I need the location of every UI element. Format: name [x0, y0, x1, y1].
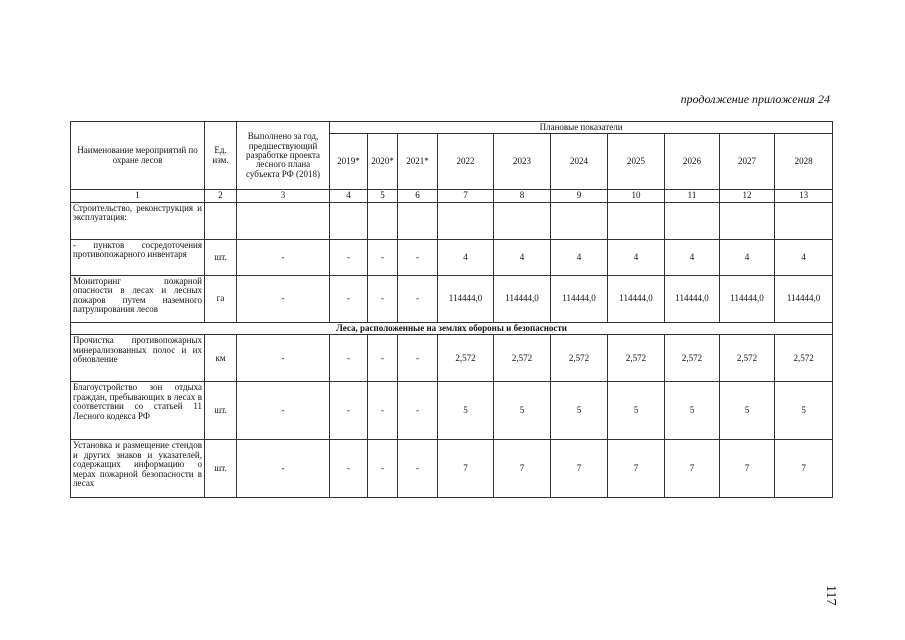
plan-value: -: [398, 239, 438, 275]
column-index: 10: [608, 190, 665, 202]
plan-value: -: [368, 239, 398, 275]
plan-value: [665, 202, 720, 239]
plan-value: 2,572: [494, 335, 551, 382]
activity-name: Строительство, реконструкция и эксплуатация:: [71, 202, 205, 239]
plan-value: -: [368, 275, 398, 322]
header-year: 2028: [775, 134, 833, 190]
table-header: [71, 122, 833, 190]
plan-value: 4: [551, 239, 608, 275]
table-row: [71, 275, 833, 322]
done-value: -: [237, 440, 330, 498]
appendix-caption: продолжение приложения 24: [680, 92, 830, 106]
header-year: 2026: [665, 134, 720, 190]
done-value: -: [237, 382, 330, 440]
column-index: 8: [494, 190, 551, 202]
plan-value: 5: [438, 382, 494, 440]
plan-value: -: [398, 440, 438, 498]
plan-value: 4: [438, 239, 494, 275]
plan-value: 7: [494, 440, 551, 498]
column-index: 13: [775, 190, 833, 202]
plan-value: 7: [665, 440, 720, 498]
plan-value: 2,572: [720, 335, 775, 382]
column-index: 6: [398, 190, 438, 202]
header-plan-group: Плановые показатели: [330, 122, 833, 134]
plan-value: 7: [608, 440, 665, 498]
plan-value: 114444,0: [775, 275, 833, 322]
plan-value: -: [368, 440, 398, 498]
header-year: 2019*: [330, 134, 368, 190]
activity-name: Мониторинг пожарной опасности в лесах и лесных пожаров путем наземного патрулирования лесов: [71, 275, 205, 322]
page-number: 117: [823, 585, 838, 606]
done-value: -: [237, 239, 330, 275]
plan-value: 5: [608, 382, 665, 440]
plan-value: -: [330, 239, 368, 275]
done-value: [237, 202, 330, 239]
header-done: Выполнено за год, предшествующий разработке проекта лесного плана субъекта РФ (2018): [237, 122, 330, 190]
header-year: 2020*: [368, 134, 398, 190]
plan-value: [775, 202, 833, 239]
unit-cell: шт.: [205, 440, 237, 498]
plan-value: [368, 202, 398, 239]
plan-value: 7: [720, 440, 775, 498]
plan-value: -: [368, 382, 398, 440]
header-year: 2021*: [398, 134, 438, 190]
plan-value: 2,572: [665, 335, 720, 382]
header-year: 2025: [608, 134, 665, 190]
plan-value: 2,572: [438, 335, 494, 382]
plan-value: 2,572: [775, 335, 833, 382]
unit-cell: шт.: [205, 239, 237, 275]
activity-name: Благоустройство зон отдыха граждан, пребывающих в лесах в соответствии со статьей 11 Лесного кодекса РФ: [71, 382, 205, 440]
plan-value: 5: [551, 382, 608, 440]
plan-value: 114444,0: [494, 275, 551, 322]
table-row: [71, 202, 833, 239]
plan-value: 7: [438, 440, 494, 498]
plan-value: [551, 202, 608, 239]
plan-value: 4: [720, 239, 775, 275]
plan-value: 5: [494, 382, 551, 440]
column-index: 3: [237, 190, 330, 202]
table-row: [71, 239, 833, 275]
section-title: Леса, расположенные на землях обороны и безопасности: [71, 322, 833, 334]
done-value: -: [237, 335, 330, 382]
column-index: 1: [71, 190, 205, 202]
plan-value: -: [330, 440, 368, 498]
plan-value: 114444,0: [551, 275, 608, 322]
plan-value: 114444,0: [720, 275, 775, 322]
column-index: 12: [720, 190, 775, 202]
plan-value: 114444,0: [608, 275, 665, 322]
plan-value: [330, 202, 368, 239]
header-name: Наименование мероприятий по охране лесов: [71, 122, 205, 190]
unit-cell: км: [205, 335, 237, 382]
section-row: [71, 322, 833, 334]
table-row: [71, 335, 833, 382]
column-index: 2: [205, 190, 237, 202]
plan-value: 114444,0: [438, 275, 494, 322]
unit-cell: шт.: [205, 382, 237, 440]
column-index: 11: [665, 190, 720, 202]
plan-value: 5: [720, 382, 775, 440]
plan-value: -: [330, 335, 368, 382]
header-year: 2027: [720, 134, 775, 190]
plan-value: [398, 202, 438, 239]
plan-value: -: [398, 335, 438, 382]
plan-value: 4: [665, 239, 720, 275]
plan-value: 7: [775, 440, 833, 498]
header-unit: Ед. изм.: [205, 122, 237, 190]
unit-cell: [205, 202, 237, 239]
header-year: 2023: [494, 134, 551, 190]
plan-value: 7: [551, 440, 608, 498]
column-index: 9: [551, 190, 608, 202]
plan-value: 2,572: [608, 335, 665, 382]
plan-value: 4: [775, 239, 833, 275]
activity-name: Установка и размещение стендов и других знаков и указателей, содержащих информацию о мерах пожарной безопасности в лесах: [71, 440, 205, 498]
unit-cell: га: [205, 275, 237, 322]
plan-value: 114444,0: [665, 275, 720, 322]
plan-value: -: [398, 382, 438, 440]
plan-value: 4: [494, 239, 551, 275]
column-index: 4: [330, 190, 368, 202]
header-year: 2024: [551, 134, 608, 190]
plan-value: [438, 202, 494, 239]
table-row: [71, 440, 833, 498]
plan-value: -: [330, 275, 368, 322]
table-row: [71, 382, 833, 440]
forest-protection-table: [70, 121, 833, 498]
done-value: -: [237, 275, 330, 322]
plan-value: -: [368, 335, 398, 382]
plan-value: -: [330, 382, 368, 440]
table-body: [71, 190, 833, 498]
plan-value: [494, 202, 551, 239]
plan-value: [608, 202, 665, 239]
plan-value: 2,572: [551, 335, 608, 382]
plan-value: 5: [775, 382, 833, 440]
column-index: 7: [438, 190, 494, 202]
plan-value: 5: [665, 382, 720, 440]
header-year: 2022: [438, 134, 494, 190]
activity-name: - пунктов сосредоточения противопожарного инвентаря: [71, 239, 205, 275]
plan-value: [720, 202, 775, 239]
plan-value: 4: [608, 239, 665, 275]
column-index: 5: [368, 190, 398, 202]
activity-name: Прочистка противопожарных минерализованных полос и их обновление: [71, 335, 205, 382]
column-index-row: [71, 190, 833, 202]
plan-value: -: [398, 275, 438, 322]
